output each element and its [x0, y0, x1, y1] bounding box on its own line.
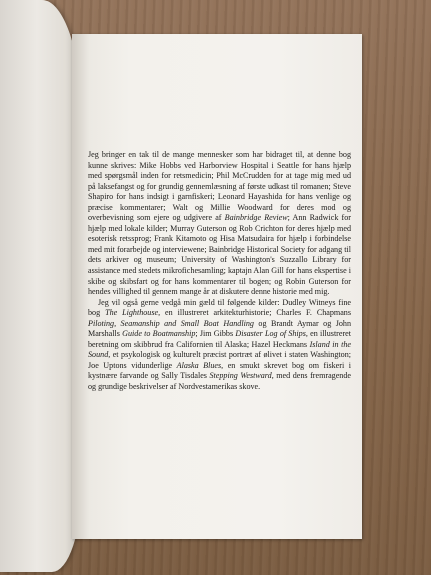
- book-title: Island in the Sound: [88, 339, 351, 360]
- text-run: , et psykologisk og kulturelt præcist portræt af ølivet i staten Washington; Joe Uptons vidunderlige: [88, 350, 351, 370]
- text-run: , en illustreret arkitekturhistorie; Charles F. Chapmans: [158, 308, 352, 318]
- book-title: Piloting, Seamanship and Small Boat Handling: [88, 318, 254, 328]
- book-title: Guide to Boatmanship: [122, 329, 196, 339]
- acknowledgements-text: [88, 150, 351, 393]
- text-run: og Brandt Aymar og John Marshalls: [88, 318, 351, 339]
- text-run: Jeg vil også gerne vedgå min gæld til følgende kilder: Dudley Witneys fine bog: [88, 297, 351, 318]
- book-title: The Lighthouse: [105, 308, 159, 318]
- acknowledgements-paragraph-1: [88, 150, 351, 298]
- book-title: Bainbridge Review: [224, 213, 288, 223]
- text-run: , en smukt skrevet bog om fiskeri i kystnære farvande og Sally Tisdales: [88, 360, 351, 381]
- text-run: , med dens fremragende og grundige beskrivelser af Nordvestamerikas skove.: [88, 371, 351, 392]
- acknowledgements-paragraph-2: [88, 298, 351, 393]
- book-title: Alaska Blues: [176, 360, 222, 370]
- text-run: , en illustreret beretning om skibbrud fra Californien til Alaska; Hazel Heckmans: [88, 329, 352, 349]
- book-title: Stepping Westward: [209, 371, 272, 381]
- book-title: Disaster Log of Ships: [235, 329, 306, 339]
- left-page-edge: [0, 0, 82, 572]
- text-run: Jeg bringer en tak til de mange mennesker som har bidraget til, at denne bog kunne skrives: Mike Hobbs ved Harborview Hospital i Seattle for hans hjælp med spørgsmål inden for retsmedicin; Phil McCrudden for at tage mig med ud på laksefangst og for grundig gennemlæsning af første udkast til romanen; Steve Shapiro for hans indsigt i garnfiskeri; Leonard Hayashida for hans venlige og præcise kommentarer; Walt og Millie Woodward for deres mod og overbevisning som ejere og udgivere af: [88, 150, 351, 223]
- text-run: ; Jim Gibbs: [195, 329, 236, 339]
- book-page: [72, 34, 362, 539]
- text-run: ; Ann Radwick for hjælp med lokale kilder; Murray Guterson og Rob Crichton for deres hjælp med esoterisk retssprog; Frank Kitamoto og Hisa Matsudaira for hjælp i forbindelse med mit forarbejde og interviewene; Bainbridge Historical Society for adgang til dets arkiver og museum; University of Washington's Suzzallo Library for assistance med stedets mikrofichesamling; kaptajn Alan Gill for hans ekspertise i skibe og skibsfart og for hans kommentarer til bogen; og Robin Guterson for hendes villighed til gennem mange år at diskutere denne historie med mig.: [88, 213, 351, 297]
